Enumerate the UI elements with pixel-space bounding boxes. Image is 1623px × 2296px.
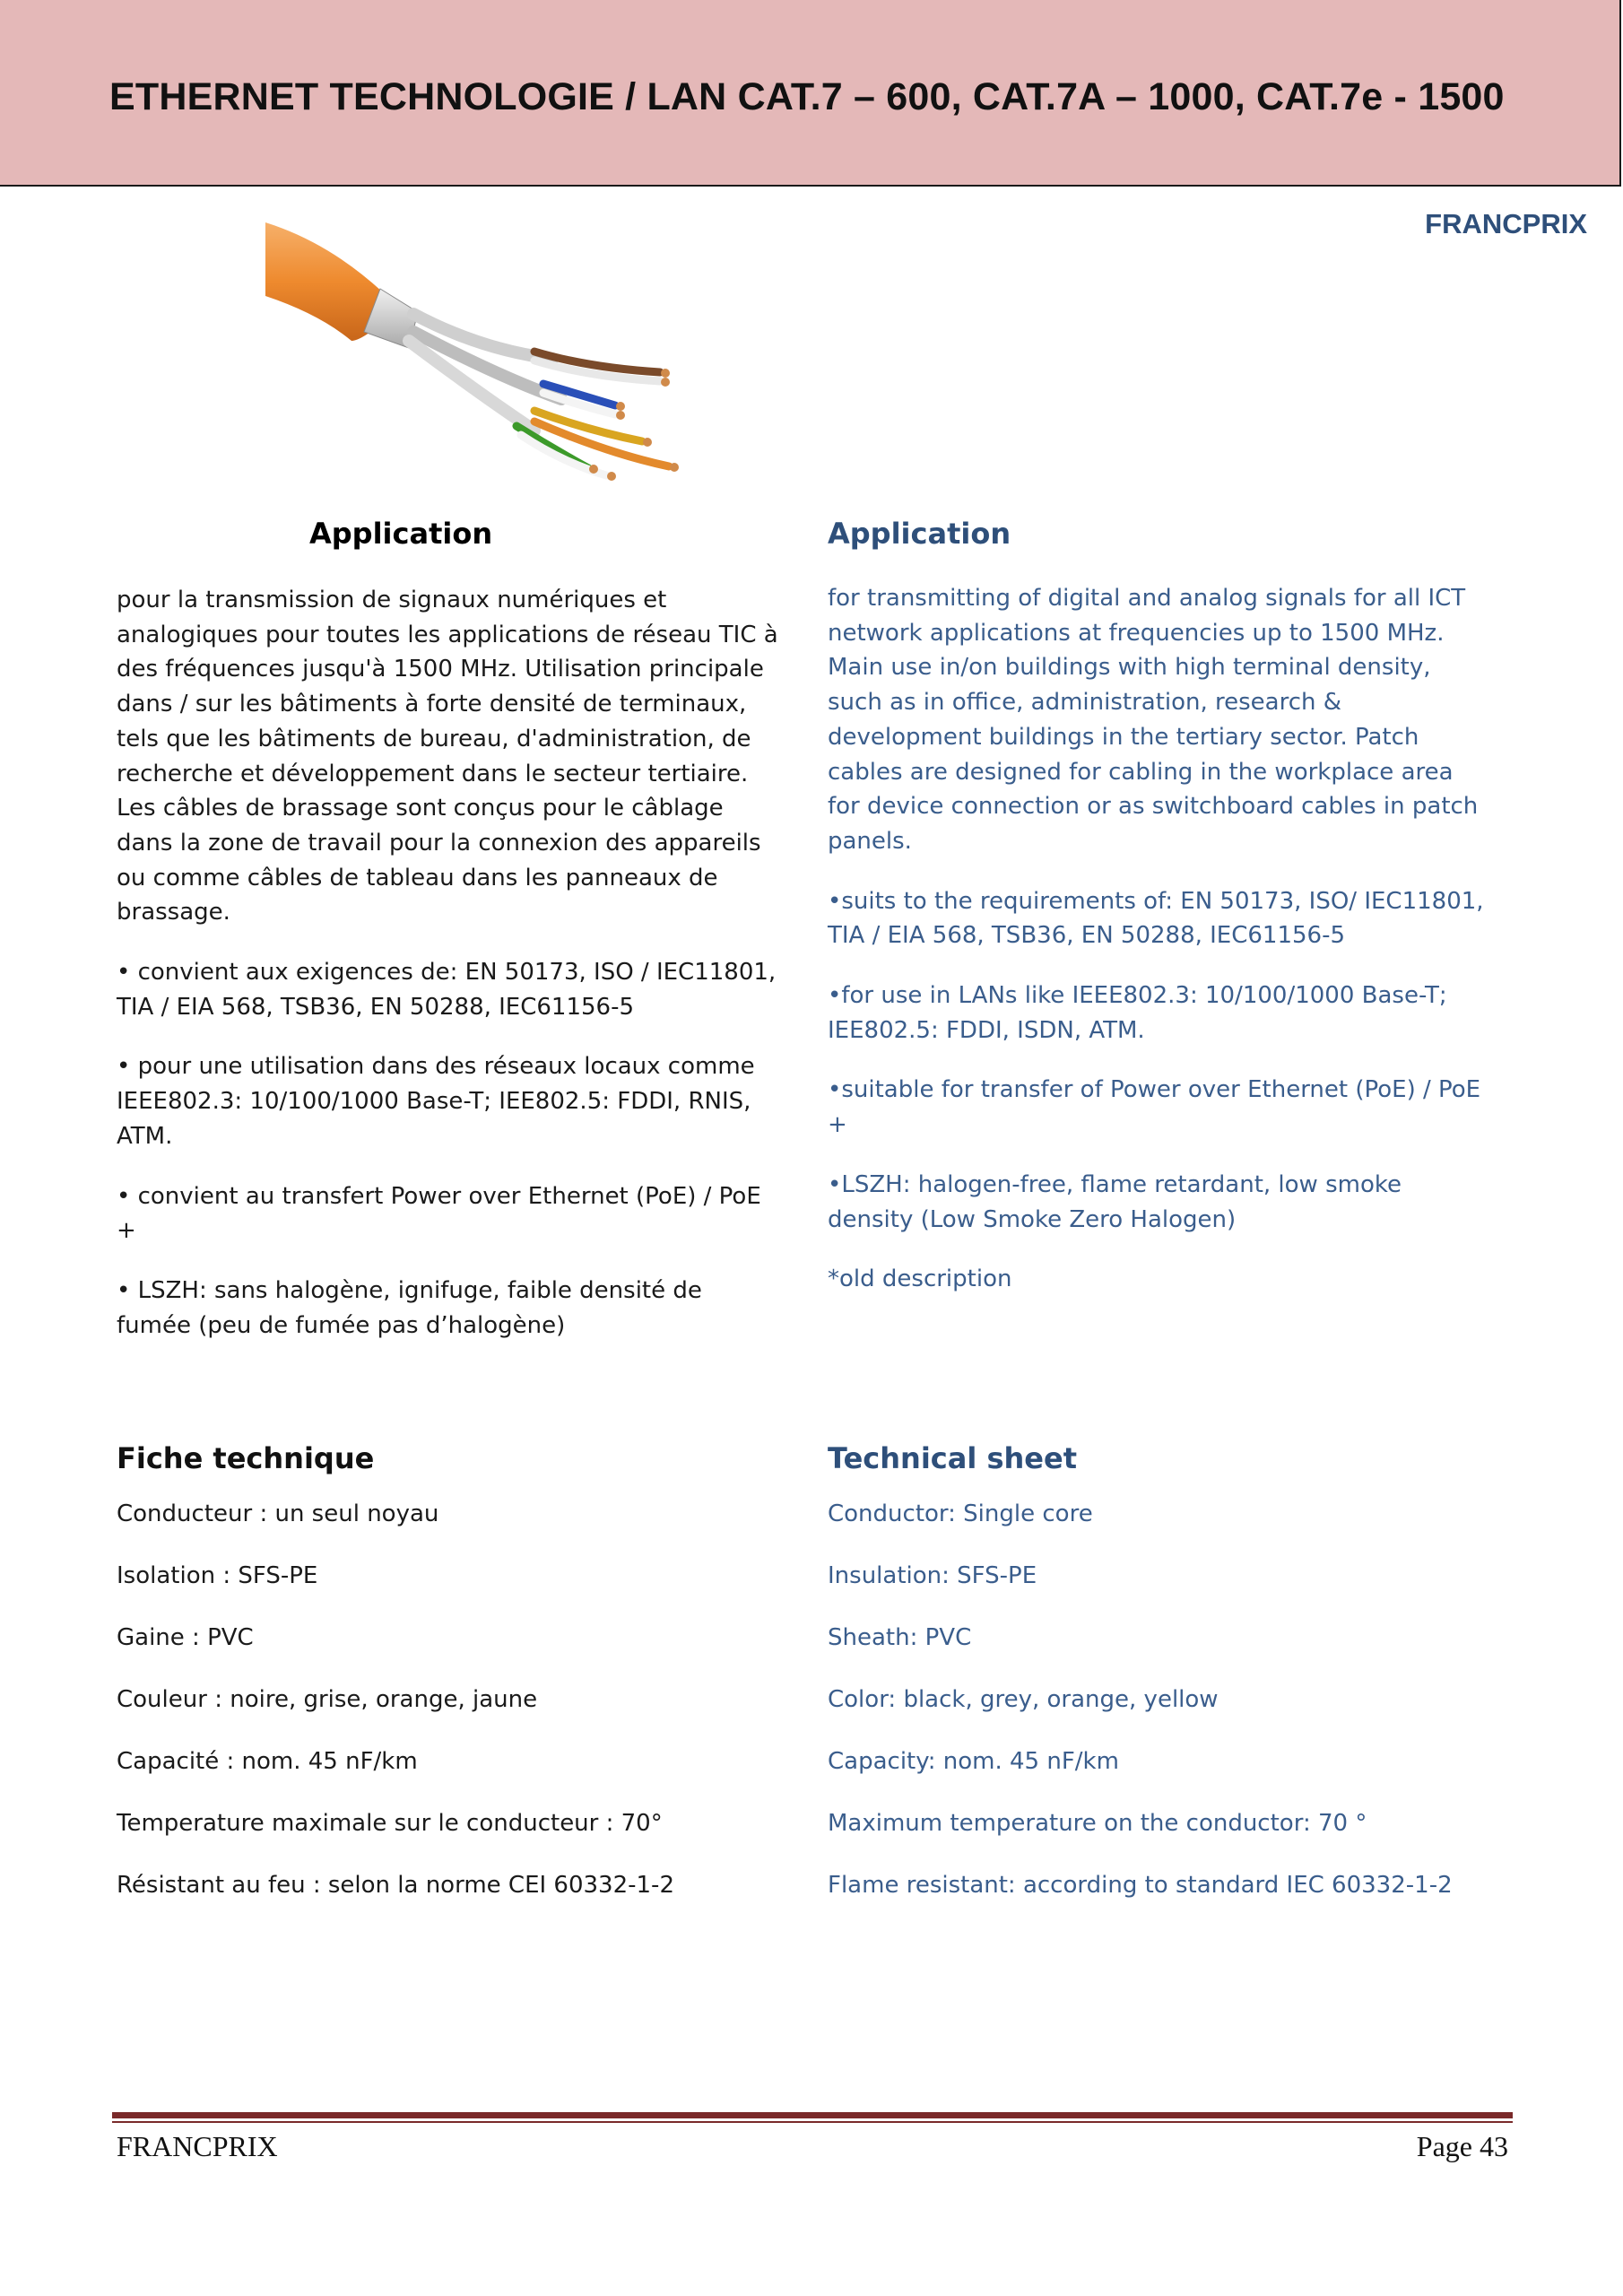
page-number: Page 43 (1416, 2130, 1508, 2162)
spec-row: Gaine : PVC (117, 1624, 254, 1651)
application-en-section (828, 581, 1491, 1297)
spec-row: Isolation : SFS-PE (117, 1562, 318, 1589)
application-fr-body: pour la transmission de signaux numériques et analogiques pour toutes les applications de réseau TIC à des fréquences jusqu'à 1500 MHz. Utilisation principale dans / sur les bâtiments à forte densité de terminaux, tels que les bâtiments de bureau, d'administration, de recherche et développement dans le secteur tertiaire. Les câbles de brassage sont conçus pour le câblage dans la zone de travail pour la connexion des appareils ou comme câbles de tableau dans les panneaux de brassage. (117, 587, 778, 926)
ethernet-cable-illustration (265, 206, 741, 502)
spec-row: Résistant au feu : selon la norme CEI 60332-1-2 (117, 1872, 674, 1899)
application-en-bullet: •for use in LANs like IEEE802.3: 10/100/1000 Base-T; IEE802.5: FDDI, ISDN, ATM. (828, 982, 1447, 1044)
spec-row: Conducteur : un seul noyau (117, 1500, 439, 1527)
application-fr-bullet: • convient au transfert Power over Ethernet (PoE) / PoE + (117, 1182, 761, 1245)
spec-row: Temperature maximale sur le conducteur : 70° (117, 1810, 663, 1837)
application-en-bullet: •suitable for transfer of Power over Ethernet (PoE) / PoE + (828, 1076, 1481, 1139)
footer-brand: FRANCPRIX (117, 2130, 278, 2162)
tech-sheet-fr (117, 1441, 780, 1930)
spec-row: Capacity: nom. 45 nF/km (828, 1748, 1119, 1775)
footer-divider (112, 2112, 1513, 2118)
spec-row: Color: black, grey, orange, yellow (828, 1686, 1219, 1713)
header-band (0, 0, 1621, 187)
page-title: ETHERNET TECHNOLOGIE / LAN CAT.7 – 600, CAT.7A – 1000, CAT.7e - 1500 (109, 75, 1505, 118)
application-fr-section (117, 583, 780, 1343)
spec-row: Sheath: PVC (828, 1624, 972, 1651)
spec-row: Maximum temperature on the conductor: 70 ° (828, 1810, 1367, 1837)
spec-row: Conductor: Single core (828, 1500, 1093, 1527)
brand-label: FRANCPRIX (1425, 208, 1587, 239)
application-en-bullet: •LSZH: halogen-free, flame retardant, low smoke density (Low Smoke Zero Halogen) (828, 1170, 1402, 1233)
application-en-bullet: •suits to the requirements of: EN 50173, ISO/ IEC11801, TIA / EIA 568, TSB36, EN 50288, IEC61156-5 (828, 887, 1484, 950)
application-heading-en: Application (828, 517, 1011, 551)
application-fr-bullet: • LSZH: sans halogène, ignifuge, faible densité de fumée (peu de fumée pas d’halogène) (117, 1276, 702, 1339)
spec-row: Flame resistant: according to standard IEC 60332-1-2 (828, 1872, 1453, 1899)
tech-heading-en: Technical sheet (828, 1441, 1077, 1475)
application-en-note: *old description (828, 1265, 1012, 1293)
application-fr-bullet: • pour une utilisation dans des réseaux locaux comme IEEE802.3: 10/100/1000 Base-T; IEE802.5: FDDI, RNIS, ATM. (117, 1053, 755, 1150)
spec-row: Capacité : nom. 45 nF/km (117, 1748, 418, 1775)
application-heading-fr: Application (309, 517, 493, 551)
tech-sheet-en (828, 1441, 1491, 1930)
application-fr-bullet: • convient aux exigences de: EN 50173, ISO / IEC11801, TIA / EIA 568, TSB36, EN 50288, IEC61156-5 (117, 959, 777, 1021)
footer-divider-thin (112, 2121, 1513, 2123)
spec-row: Insulation: SFS-PE (828, 1562, 1037, 1589)
application-en-body: for transmitting of digital and analog signals for all ICT network applications at frequencies up to 1500 MHz. Main use in/on buildings with high terminal density, such as in office, administration, research & development buildings in the tertiary sector. Patch cables are designed for cabling in the workplace area for device connection or as switchboard cables in patch panels. (828, 585, 1479, 855)
tech-heading-fr: Fiche technique (117, 1441, 375, 1475)
spec-row: Couleur : noire, grise, orange, jaune (117, 1686, 538, 1713)
